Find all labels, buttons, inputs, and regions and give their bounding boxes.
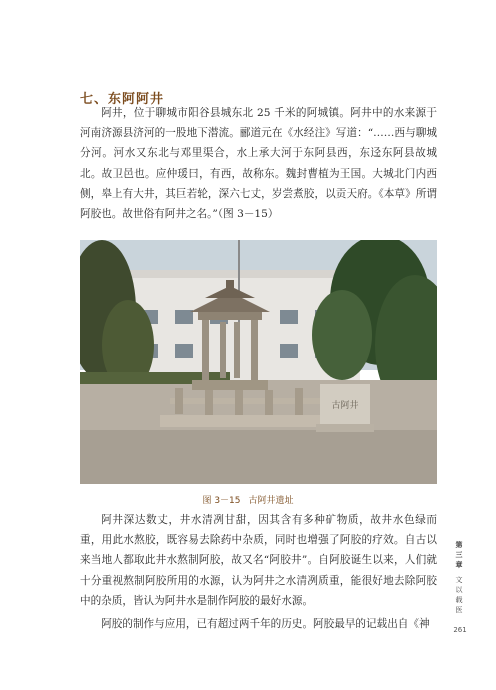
subtitle-char-3: 载 (455, 596, 463, 604)
subtitle-char-4: 医 (455, 606, 463, 614)
subtitle-char-1: 文 (455, 576, 463, 584)
paragraph-1: 阿井，位于聊城市阳谷县城东北 25 千米的阿城镇。阿井中的水来源于河南济源县济河的一股地下潜流。郦道元在《水经注》写道：“……西与聊城分河。河水又东北与邓里渠合，水上承大河于东阿县西，东迳东阿县故城北。故卫邑也。应仲瑗曰，有西，故称东。魏封曹植为王国。大城北门内西侧，皋上有大井，其巨若轮，深六七丈，岁尝煮胶，以贡天府。《本草》所谓阿胶也。故世俗有阿井之名。”（图 3－15） (80, 107, 437, 221)
figure-caption (0, 493, 496, 506)
chapter-char-3: 章 (455, 561, 463, 569)
subtitle-char-2: 以 (455, 586, 463, 594)
chapter-char-2: 三 (455, 551, 463, 559)
chapter-char-1: 第 (455, 541, 463, 549)
paragraph-3: 阿胶的制作与应用，已有超过两千年的历史。阿胶最早的记载出自《神 (101, 618, 430, 630)
stele-inscription: 古阿井 (331, 401, 359, 411)
ancient-well-photo (80, 240, 437, 484)
page-number: 261 (453, 626, 467, 634)
figure-number: 图 3－15 (202, 496, 241, 506)
section-heading: 七、东阿阿井 (80, 92, 165, 107)
paragraph-2: 阿井深达数丈，井水清冽甘甜，因其含有多种矿物质，故井水色绿而重，用此水熬胶，既容易去除药中杂质，同时也增强了阿胶的疗效。自古以来当地人都取此井水熬制阿胶，故又名“阿胶井”。自阿胶诞生以来，人们就十分重视熬制阿胶所用的水源，认为阿井之水清冽质重，能很好地去除阿胶中的杂质，皆认为阿井水是制作阿胶的最好水源。 (80, 514, 437, 607)
chapter-side-label (452, 540, 466, 615)
figure-title: 古阿井遗址 (248, 496, 294, 506)
